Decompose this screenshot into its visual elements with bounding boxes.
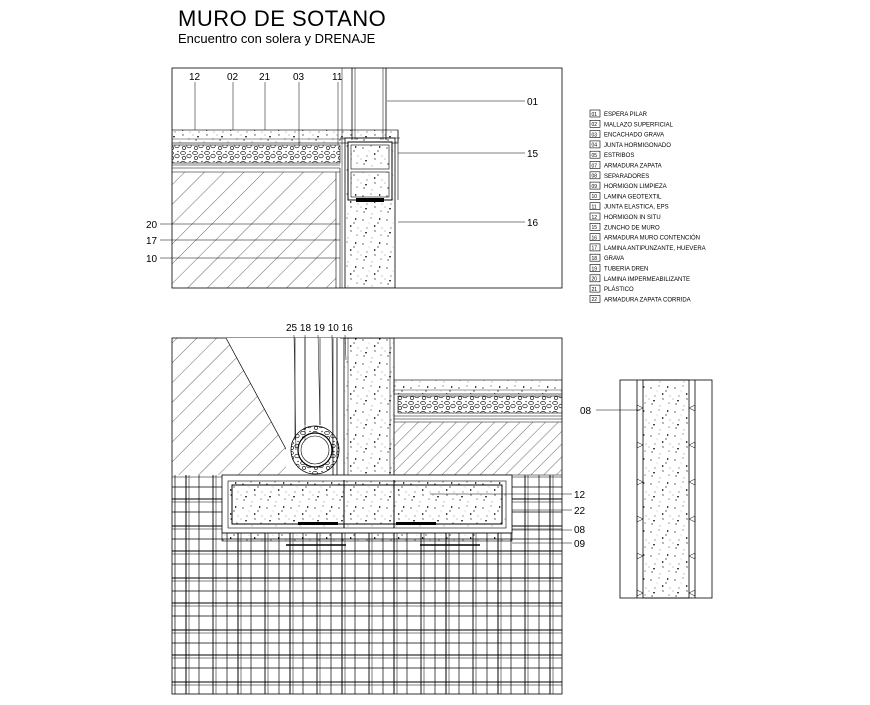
- label-16: 16: [527, 218, 539, 229]
- legend-item: [590, 110, 648, 118]
- legend-text: ENCACHADO GRAVA: [604, 132, 665, 139]
- label-25-18-19-10-16: 25 18 19 10 16: [286, 323, 353, 334]
- legend-code: 21: [591, 286, 598, 293]
- legend-code: 18: [591, 256, 598, 262]
- label-17: 17: [146, 236, 158, 247]
- legend-item: [590, 141, 671, 149]
- legend-item: [590, 131, 664, 139]
- legend-item: [590, 223, 660, 231]
- legend-text: ARMADURA ZAPATA CORRIDA: [604, 297, 691, 304]
- legend-code: 08: [591, 173, 598, 180]
- legend-code: 12: [591, 214, 598, 221]
- label-08-side: 08: [580, 406, 592, 417]
- legend-item: [590, 151, 634, 159]
- legend-text: PLÁSTICO: [604, 287, 634, 294]
- label-01: 01: [527, 97, 539, 108]
- legend-text: ESPERA PILAR: [604, 112, 648, 118]
- legend-item: [590, 213, 661, 221]
- bottom-detail: [172, 323, 586, 695]
- legend-item: [590, 275, 690, 283]
- label-10: 10: [146, 254, 158, 265]
- label-03: 03: [293, 72, 305, 83]
- legend-text: JUNTA HORMIGONADO: [604, 142, 671, 149]
- top-detail: [146, 68, 562, 288]
- legend: [590, 110, 706, 303]
- legend-item: [590, 265, 648, 273]
- legend-code: 17: [591, 245, 598, 252]
- label-20: 20: [146, 220, 158, 231]
- legend-item: [590, 285, 634, 293]
- label-09: 09: [574, 539, 586, 550]
- legend-item: [590, 244, 706, 252]
- legend-text: GRAVA: [604, 256, 625, 263]
- drawing-title: MURO DE SOTANO: [178, 6, 387, 31]
- legend-item: [590, 295, 691, 303]
- legend-code: 19: [591, 266, 598, 273]
- legend-code: 05: [591, 153, 598, 159]
- drawing-subtitle: Encuentro con solera y DRENAJE: [178, 31, 376, 46]
- legend-text: ZUNCHO DE MURO: [604, 225, 660, 232]
- legend-text: LAMINA IMPERMEABILIZANTE: [604, 276, 691, 283]
- label-12: 12: [189, 72, 201, 83]
- legend-code: 01: [591, 111, 598, 118]
- label-08-bottom: 08: [574, 525, 586, 536]
- label-22: 22: [574, 506, 586, 517]
- legend-code: 07: [591, 163, 598, 170]
- legend-item: [590, 120, 674, 128]
- legend-text: ARMADURA ZAPATA: [604, 163, 662, 170]
- side-detail: [580, 380, 712, 598]
- legend-text: TUBERIA DREN: [604, 266, 649, 273]
- legend-item: [590, 192, 662, 200]
- label-11: 11: [332, 72, 343, 83]
- legend-code: 22: [591, 297, 598, 304]
- legend-item: [590, 172, 649, 180]
- legend-code: 20: [591, 276, 598, 283]
- legend-code: 09: [591, 183, 598, 190]
- label-02: 02: [227, 72, 239, 83]
- legend-item: [590, 234, 700, 242]
- legend-text: SEPARADORES: [604, 173, 650, 180]
- label-15: 15: [527, 149, 539, 160]
- legend-text: LAMINA ANTIPUNZANTE, HUEVERA: [604, 245, 706, 252]
- label-12-bottom: 12: [574, 490, 586, 501]
- legend-text: ARMADURA MURO CONTENCIÓN: [604, 235, 701, 242]
- legend-code: 03: [591, 132, 598, 139]
- legend-text: ESTRIBOS: [604, 153, 635, 160]
- legend-code: 15: [591, 225, 598, 232]
- legend-text: MALLAZO SUPERFICIAL: [604, 122, 674, 129]
- legend-text: LAMINA GEOTEXTIL: [604, 194, 662, 201]
- legend-item: [590, 182, 667, 190]
- legend-code: 02: [591, 122, 598, 129]
- legend-item: [590, 162, 662, 170]
- legend-code: 10: [591, 194, 598, 201]
- legend-item: [590, 254, 624, 262]
- legend-text: HORMIGON IN SITU: [604, 215, 661, 221]
- legend-code: 11: [591, 204, 597, 211]
- legend-item: [590, 203, 669, 211]
- legend-code: 16: [591, 235, 598, 242]
- legend-code: 04: [591, 142, 598, 149]
- legend-text: HORMIGON LIMPIEZA: [604, 184, 667, 191]
- legend-text: JUNTA ELASTICA, EPS: [604, 204, 669, 211]
- label-21: 21: [259, 72, 271, 83]
